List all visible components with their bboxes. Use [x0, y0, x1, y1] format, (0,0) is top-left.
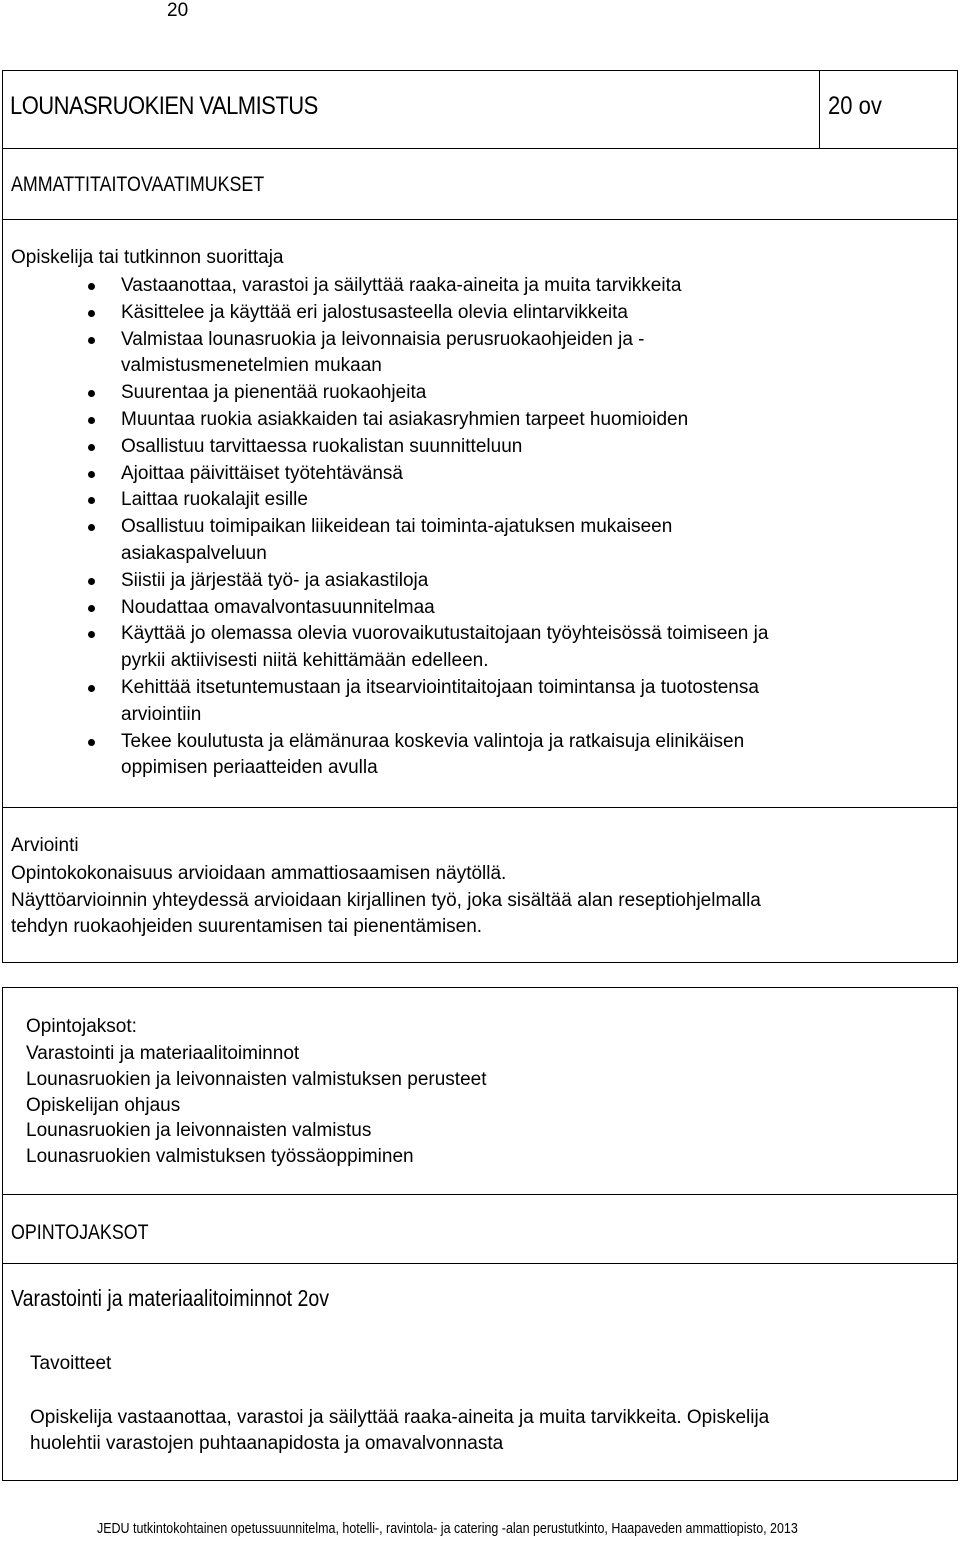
bullet-icon: [88, 497, 95, 504]
requirement-item: [79, 675, 909, 729]
requirement-item: [79, 621, 909, 675]
bullet-icon: [88, 524, 95, 531]
row-divider-4: [3, 1194, 957, 1195]
requirement-text: Ajoittaa päivittäiset työtehtävänsä: [121, 462, 404, 484]
page-footer: JEDU tutkintokohtainen opetussuunnitelma, hotelli-, ravintola- ja catering -alan perustutkinto, Haapaveden ammattiopisto, 2013: [97, 1521, 798, 1537]
list-item: Varastointi ja materiaalitoiminnot: [26, 1043, 300, 1064]
tavoitteet-line: huolehtii varastojen puhtaanapidosta ja omavalvonnasta: [30, 1433, 504, 1454]
arviointi-heading: Arviointi: [11, 835, 79, 856]
requirement-item: [79, 273, 909, 300]
opintojaksot-heading: Opintojaksot:: [26, 1016, 137, 1037]
requirement-item: [79, 514, 909, 568]
requirement-item: [79, 487, 909, 514]
requirements-intro: Opiskelija tai tutkinnon suorittaja: [11, 247, 284, 268]
bullet-icon: [88, 310, 95, 317]
requirement-text: Käsittelee ja käyttää eri jalostusasteella olevia elintarvikkeita: [121, 301, 628, 323]
requirement-item: [79, 568, 909, 595]
requirement-item: [79, 327, 909, 381]
tavoitteet-body: [30, 1405, 930, 1457]
list-item: Lounasruokien ja leivonnaisten valmistus: [26, 1120, 372, 1142]
requirement-text: Noudattaa omavalvontasuunnitelmaa: [121, 596, 435, 618]
arviointi-line: Opintokokonaisuus arvioidaan ammattiosaamisen näytöllä.: [11, 863, 507, 884]
requirement-item: [79, 300, 909, 327]
bullet-icon: [88, 605, 95, 612]
list-item: Lounasruokien ja leivonnaisten valmistuksen perusteet: [26, 1068, 487, 1090]
bullet-icon: [88, 283, 95, 290]
bullet-icon: [88, 739, 95, 746]
row-divider-3: [3, 807, 957, 808]
arviointi-line: tehdyn ruokaohjeiden suurentamisen tai pienentämisen.: [11, 916, 483, 937]
requirement-text: Muuntaa ruokia asiakkaiden tai asiakasryhmien tarpeet huomioiden: [121, 408, 689, 430]
bullet-icon: [88, 471, 95, 478]
arviointi-line: Näyttöarvioinnin yhteydessä arvioidaan kirjallinen työ, joka sisältää alan reseptiohjelmalla: [11, 889, 761, 911]
requirement-item: [79, 407, 909, 434]
requirement-text: Kehittää itsetuntemustaan ja itsearviointitaitojaan toimintansa ja tuotostensa arviointiin: [121, 676, 759, 725]
requirement-text: Siistii ja järjestää työ- ja asiakastiloja: [121, 569, 429, 591]
opintojaksot-list: [26, 1041, 487, 1170]
requirement-text: Valmistaa lounasruokia ja leivonnaisia perusruokaohjeiden ja - valmistusmenetelmien mukaan: [121, 328, 645, 377]
tavoitteet-heading: Tavoitteet: [30, 1353, 112, 1374]
bullet-icon: [88, 578, 95, 585]
row-divider-1: [3, 148, 957, 149]
list-item: Opiskelijan ohjaus: [26, 1094, 181, 1116]
course-title: Varastointi ja materiaalitoiminnot 2ov: [11, 1285, 330, 1311]
page-number: 20: [167, 0, 189, 21]
requirement-text: Vastaanottaa, varastoi ja säilyttää raaka-aineita ja muita tarvikkeita: [121, 275, 682, 296]
requirement-text: Käyttää jo olemassa olevia vuorovaikutustaitojaan työyhteisössä toimiseen ja pyrkii aktiivisesti niitä kehittämään edelleen.: [121, 623, 769, 672]
bullet-icon: [88, 390, 95, 397]
requirement-item: [79, 380, 909, 407]
requirement-text: Suurentaa ja pienentää ruokaohjeita: [121, 382, 427, 404]
title-divider: [819, 71, 820, 149]
module-credits: 20 ov: [828, 92, 882, 120]
opintojaksot-section-heading: OPINTOJAKSOT: [11, 1221, 149, 1244]
tavoitteet-line: Opiskelija vastaanottaa, varastoi ja säilyttää raaka-aineita ja muita tarvikkeita. Opiskelija: [30, 1407, 770, 1428]
bullet-icon: [88, 417, 95, 424]
requirements-list: [79, 273, 909, 782]
bullet-icon: [88, 337, 95, 344]
bullet-icon: [88, 685, 95, 692]
requirement-item: [79, 595, 909, 622]
requirement-item: [79, 461, 909, 488]
module-title: LOUNASRUOKIEN VALMISTUS: [10, 92, 318, 120]
requirement-text: Osallistuu tarvittaessa ruokalistan suunnitteluun: [121, 435, 523, 457]
requirement-item: [79, 729, 909, 783]
requirement-text: Osallistuu toimipaikan liikeidean tai toiminta-ajatuksen mukaiseen asiakaspalveluun: [121, 516, 673, 564]
bullet-icon: [88, 444, 95, 451]
requirements-heading: AMMATTITAITOVAATIMUKSET: [11, 173, 265, 196]
bullet-icon: [88, 631, 95, 638]
arviointi-body: [11, 861, 911, 941]
requirement-text: Tekee koulutusta ja elämänuraa koskevia valintoja ja ratkaisuja elinikäisen oppimisen periaatteiden avulla: [121, 730, 745, 779]
row-divider-5: [3, 1263, 957, 1264]
list-item: Lounasruokien valmistuksen työssäoppiminen: [26, 1146, 414, 1168]
row-divider-2: [3, 219, 957, 220]
requirement-item: [79, 434, 909, 461]
requirement-text: Laittaa ruokalajit esille: [121, 489, 308, 511]
